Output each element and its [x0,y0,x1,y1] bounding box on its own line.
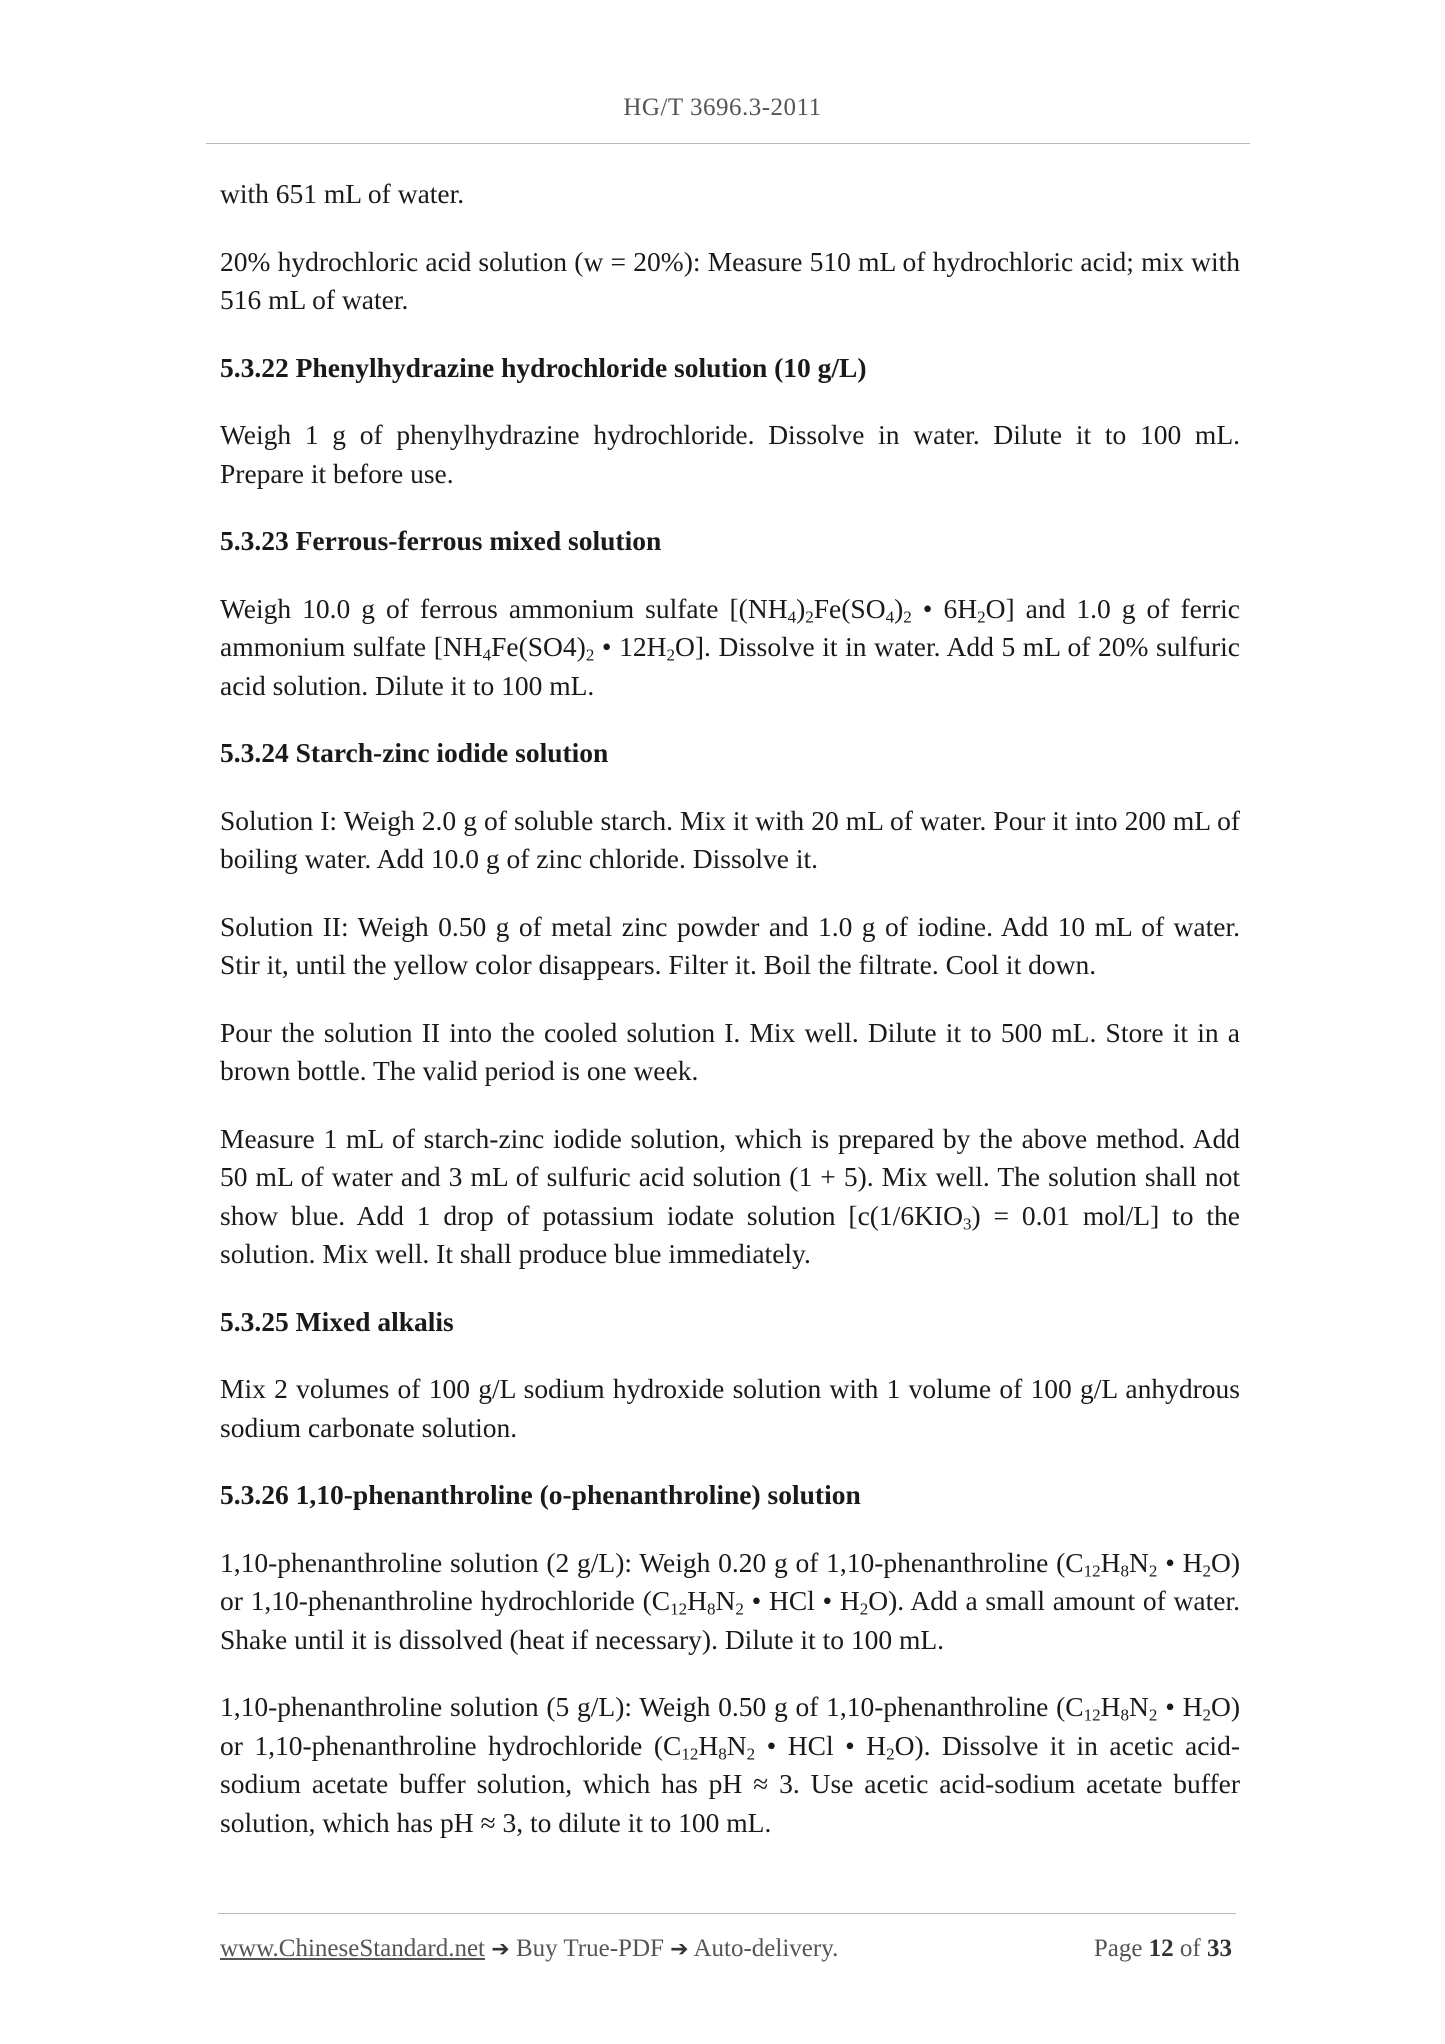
paragraph-hcl-20: 20% hydrochloric acid solution (w = 20%): Measure 510 mL of hydrochloric acid; mix with 516 mL of water. [220,245,1240,315]
right-arrow-icon: ➔ [670,1937,689,1962]
section-heading-5-3-22: 5.3.22 Phenylhydrazine hydrochloride solution (10 g/L) [220,351,867,383]
section-heading-5-3-26: 5.3.26 1,10-phenanthroline (o-phenanthroline) solution [220,1479,861,1510]
paragraph-5-3-26-2gl: 1,10-phenanthroline solution (2 g/L): Weigh 0.20 g of 1,10-phenanthroline ($C_{12}H_8N_2$ • $H_2O$) or 1,10-phenanthroline hydrochloride ($C_{12}H_8N_2$ • HCl • $H_2O$). Add a small amount of water. Shake until it is dissolved (heat if necessary). Dilute it to 100 mL. [220,1546,1240,1655]
auto-delivery-text: Auto-delivery. [693,1935,839,1962]
paragraph-5-3-24-test: Measure 1 mL of starch-zinc iodide solution, which is prepared by the above method. Add 50 mL of water and 3 mL of sulfuric acid solution (1 + 5). Mix well. The solution shall not show blue. Add 1 drop of potassium iodate solution [$c(1/6KIO_3) = 0.01$ mol/L] to the solution. Mix well. It shall produce blue immediately. [220,1122,1240,1269]
section-heading-5-3-25: 5.3.25 Mixed alkalis [220,1305,454,1337]
section-heading-5-3-23: 5.3.23 Ferrous-ferrous mixed solution [220,525,662,556]
paragraph-5-3-24-mixing: Pour the solution II into the cooled solution I. Mix well. Dilute it to 500 mL. Store it in a brown bottle. The valid period is one week. [220,1016,1240,1086]
paragraph-5-3-24-solution-i: Solution I: Weigh 2.0 g of soluble starch. Mix it with 20 mL of water. Pour it into 200 mL of boiling water. Add 10.0 g of zinc chloride. Dissolve it. [220,804,1240,874]
header-divider [206,143,1250,144]
paragraph-5-3-22: Weigh 1 g of phenylhydrazine hydrochloride. Dissolve in water. Dilute it to 100 mL. Prepare it before use. [220,419,1240,489]
current-page-number: 12 [1148,1935,1174,1962]
paragraph-5-3-23: Weigh 10.0 g of ferrous ammonium sulfate [$(NH_4)_2Fe(SO_4)_2$ • $6H_2O$] and 1.0 g of ferric ammonium sulfate [$NH_4Fe(SO4)_2$ • $12H_2O$]. Dissolve it in water. Add 5 mL of 20% sulfuric acid solution. Dilute it to 100 mL. [220,592,1241,701]
paragraph-5-3-24-solution-ii: Solution II: Weigh 0.50 g of metal zinc powder and 1.0 g of iodine. Add 10 mL of water. Stir it, until the yellow color disappears. Filter it. Boil the filtrate. Cool it down. [220,910,1240,980]
page-label: Page [1093,1935,1143,1962]
paragraph-continuation: with 651 mL of water. [220,178,465,209]
paragraph-5-3-25: Mix 2 volumes of 100 g/L sodium hydroxide solution with 1 volume of 100 g/L anhydrous sodium carbonate solution. [220,1373,1240,1443]
page-content [220,175,1240,1871]
document-code-header: HG/T 3696.3-2011 [623,94,822,121]
paragraph-5-3-26-5gl: 1,10-phenanthroline solution (5 g/L): Weigh 0.50 g of 1,10-phenanthroline ($C_{12}H_8N_2$ • $H_2O$) or 1,10-phenanthroline hydrochloride ($C_{12}H_8N_2$ • HCl • $H_2O$). Dissolve it in acetic acid-sodium acetate buffer solution, which has pH ≈ 3. Use acetic acid-sodium acetate buffer solution, which has pH ≈ 3, to dilute it to 100 mL. [220,1691,1240,1838]
footer-divider [218,1913,1236,1914]
right-arrow-icon: ➔ [491,1937,510,1962]
total-pages-number: 33 [1207,1935,1232,1962]
page-indicator [1094,1935,1232,1963]
section-heading-5-3-24: 5.3.24 Starch-zinc iodide solution [220,737,609,768]
footer-promo [220,1935,838,1963]
buy-true-pdf-text: Buy True-PDF [515,1935,664,1962]
website-link[interactable]: www.ChineseStandard.net [220,1935,485,1962]
of-label: of [1179,1935,1201,1962]
